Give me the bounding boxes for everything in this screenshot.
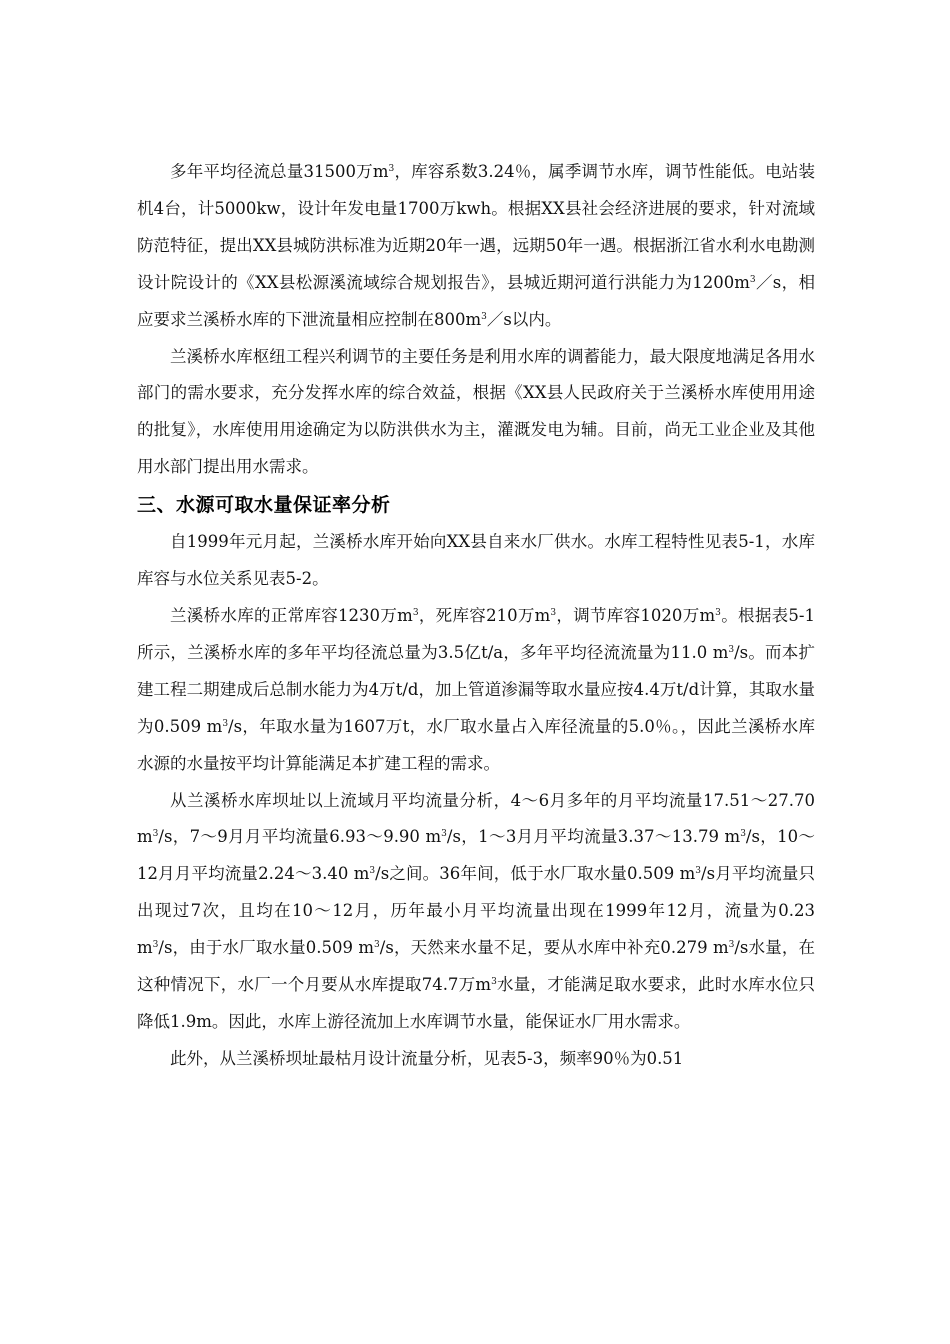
text-run: 自1999年元月起，兰溪桥水库开始向XX县自来水厂供水。水库工程特性见表5-1，水库库容与水位关系见表5-2。 (137, 532, 815, 589)
text-run: ，库容系数3.24％，属季调节水库，调节性能低。电站装机4台，计5000kw，设计年发电量1700万kwh。根据XX县社会经济进展的要求，针对流域防范特征，提出XX县城防洪标准为近期20年一遇，远期50年一遇。根据浙江省水利水电勘测设计院设计的《XX县松源溪流域综合规划报告》，县城近期河道行洪能力为1200m (137, 162, 815, 292)
superscript-3: 3 (152, 829, 159, 840)
paragraph-design-flow (137, 1041, 815, 1078)
text-run: /s，由于水厂取水量0.509 m (158, 938, 375, 958)
text-run: 多年平均径流总量31500万m (170, 162, 389, 181)
text-run: /s，天然来水量不足，要从水库中补充0.279 m (379, 938, 729, 958)
superscript-3: 3 (728, 644, 735, 655)
superscript-3: 3 (441, 829, 447, 840)
text-run: /s，10～12月月平均流量2.24～3.40 m (137, 827, 815, 884)
superscript-3: 3 (152, 940, 159, 951)
paragraph-supply-start (137, 524, 815, 598)
text-run: 从兰溪桥水库坝址以上流域月平均流量分析，4～6月多年的月平均流量17.51～27.70 m (137, 790, 815, 847)
paragraph-regulation-tasks (137, 339, 815, 487)
superscript-3: 3 (222, 718, 229, 729)
superscript-3: 3 (550, 607, 557, 618)
text-run: /s。而本扩建工程二期建成后总制水能力为4万t/d，加上管道渗漏等取水量应按4.4万t/d计算，其取水量为0.509 m (137, 642, 815, 736)
superscript-3: 3 (491, 977, 497, 988)
superscript-3: 3 (481, 311, 487, 322)
paragraph-runoff-flood (137, 154, 815, 339)
section-heading: 三、水源可取水量保证率分析 (137, 494, 391, 517)
text-run: 。根据表5-1所示，兰溪桥水库的多年平均径流总量为3.5亿t/a，多年平均径流流量为11.0 m (137, 605, 816, 662)
text-run: 水量，才能满足取水要求，此时水库水位只降低1.9m。因此，水库上游径流加上水库调节水量，能保证水厂用水需求。 (137, 975, 816, 1031)
text-run: /s之间。36年间，低于水厂取水量0.509 m (375, 864, 696, 884)
superscript-3: 3 (715, 607, 721, 618)
text-run: ／s，相应要求兰溪桥水库的下泄流量相应控制在800m (137, 272, 815, 329)
paragraph-capacity (137, 598, 815, 783)
superscript-3: 3 (740, 829, 746, 840)
text-run: ，调节库容1020万m (556, 605, 716, 625)
superscript-3: 3 (728, 940, 735, 951)
text-run: ／s以内。 (486, 309, 562, 329)
text-run: /s水量，在这种情况下，水厂一个月要从水库提取74.7万m (137, 938, 816, 995)
text-run: /s，7～9月月平均流量6.93～9.90 m (158, 827, 442, 847)
superscript-3: 3 (369, 866, 376, 877)
text-run: ，死库容210万m (418, 605, 551, 625)
text-run: 此外，从兰溪桥坝址最枯月设计流量分析，见表5-3，频率90％为0.51 (170, 1048, 684, 1068)
text-run: /s，年取水量为1607万t，水厂取水量占入库径流量的5.0％。，因此兰溪桥水库水源的水量按平均计算能满足本扩建工程的需求。 (137, 716, 815, 773)
superscript-3: 3 (749, 274, 756, 285)
text-run: /s，1～3月月平均流量3.37～13.79 m (446, 827, 741, 847)
superscript-3: 3 (374, 940, 380, 951)
superscript-3: 3 (388, 164, 395, 174)
superscript-3: 3 (412, 607, 419, 618)
paragraph-monthly-flow (137, 783, 815, 1041)
superscript-3: 3 (695, 866, 702, 877)
text-run: /s月平均流量只出现过7次，且均在10～12月，历年最小月平均流量出现在1999年12月，流量为0.23 m (137, 864, 815, 958)
text-run: 兰溪桥水库的正常库容1230万m (170, 605, 413, 625)
text-run: 兰溪桥水库枢纽工程兴利调节的主要任务是利用水库的调蓄能力，最大限度地满足各用水部门的需水要求，充分发挥水库的综合效益，根据《XX县人民政府关于兰溪桥水库使用用途的批复》，水库使用用途确定为以防洪供水为主，灌溉发电为辅。目前，尚无工业企业及其他用水部门提出用水需求。 (137, 346, 815, 477)
document-body (137, 154, 815, 1078)
